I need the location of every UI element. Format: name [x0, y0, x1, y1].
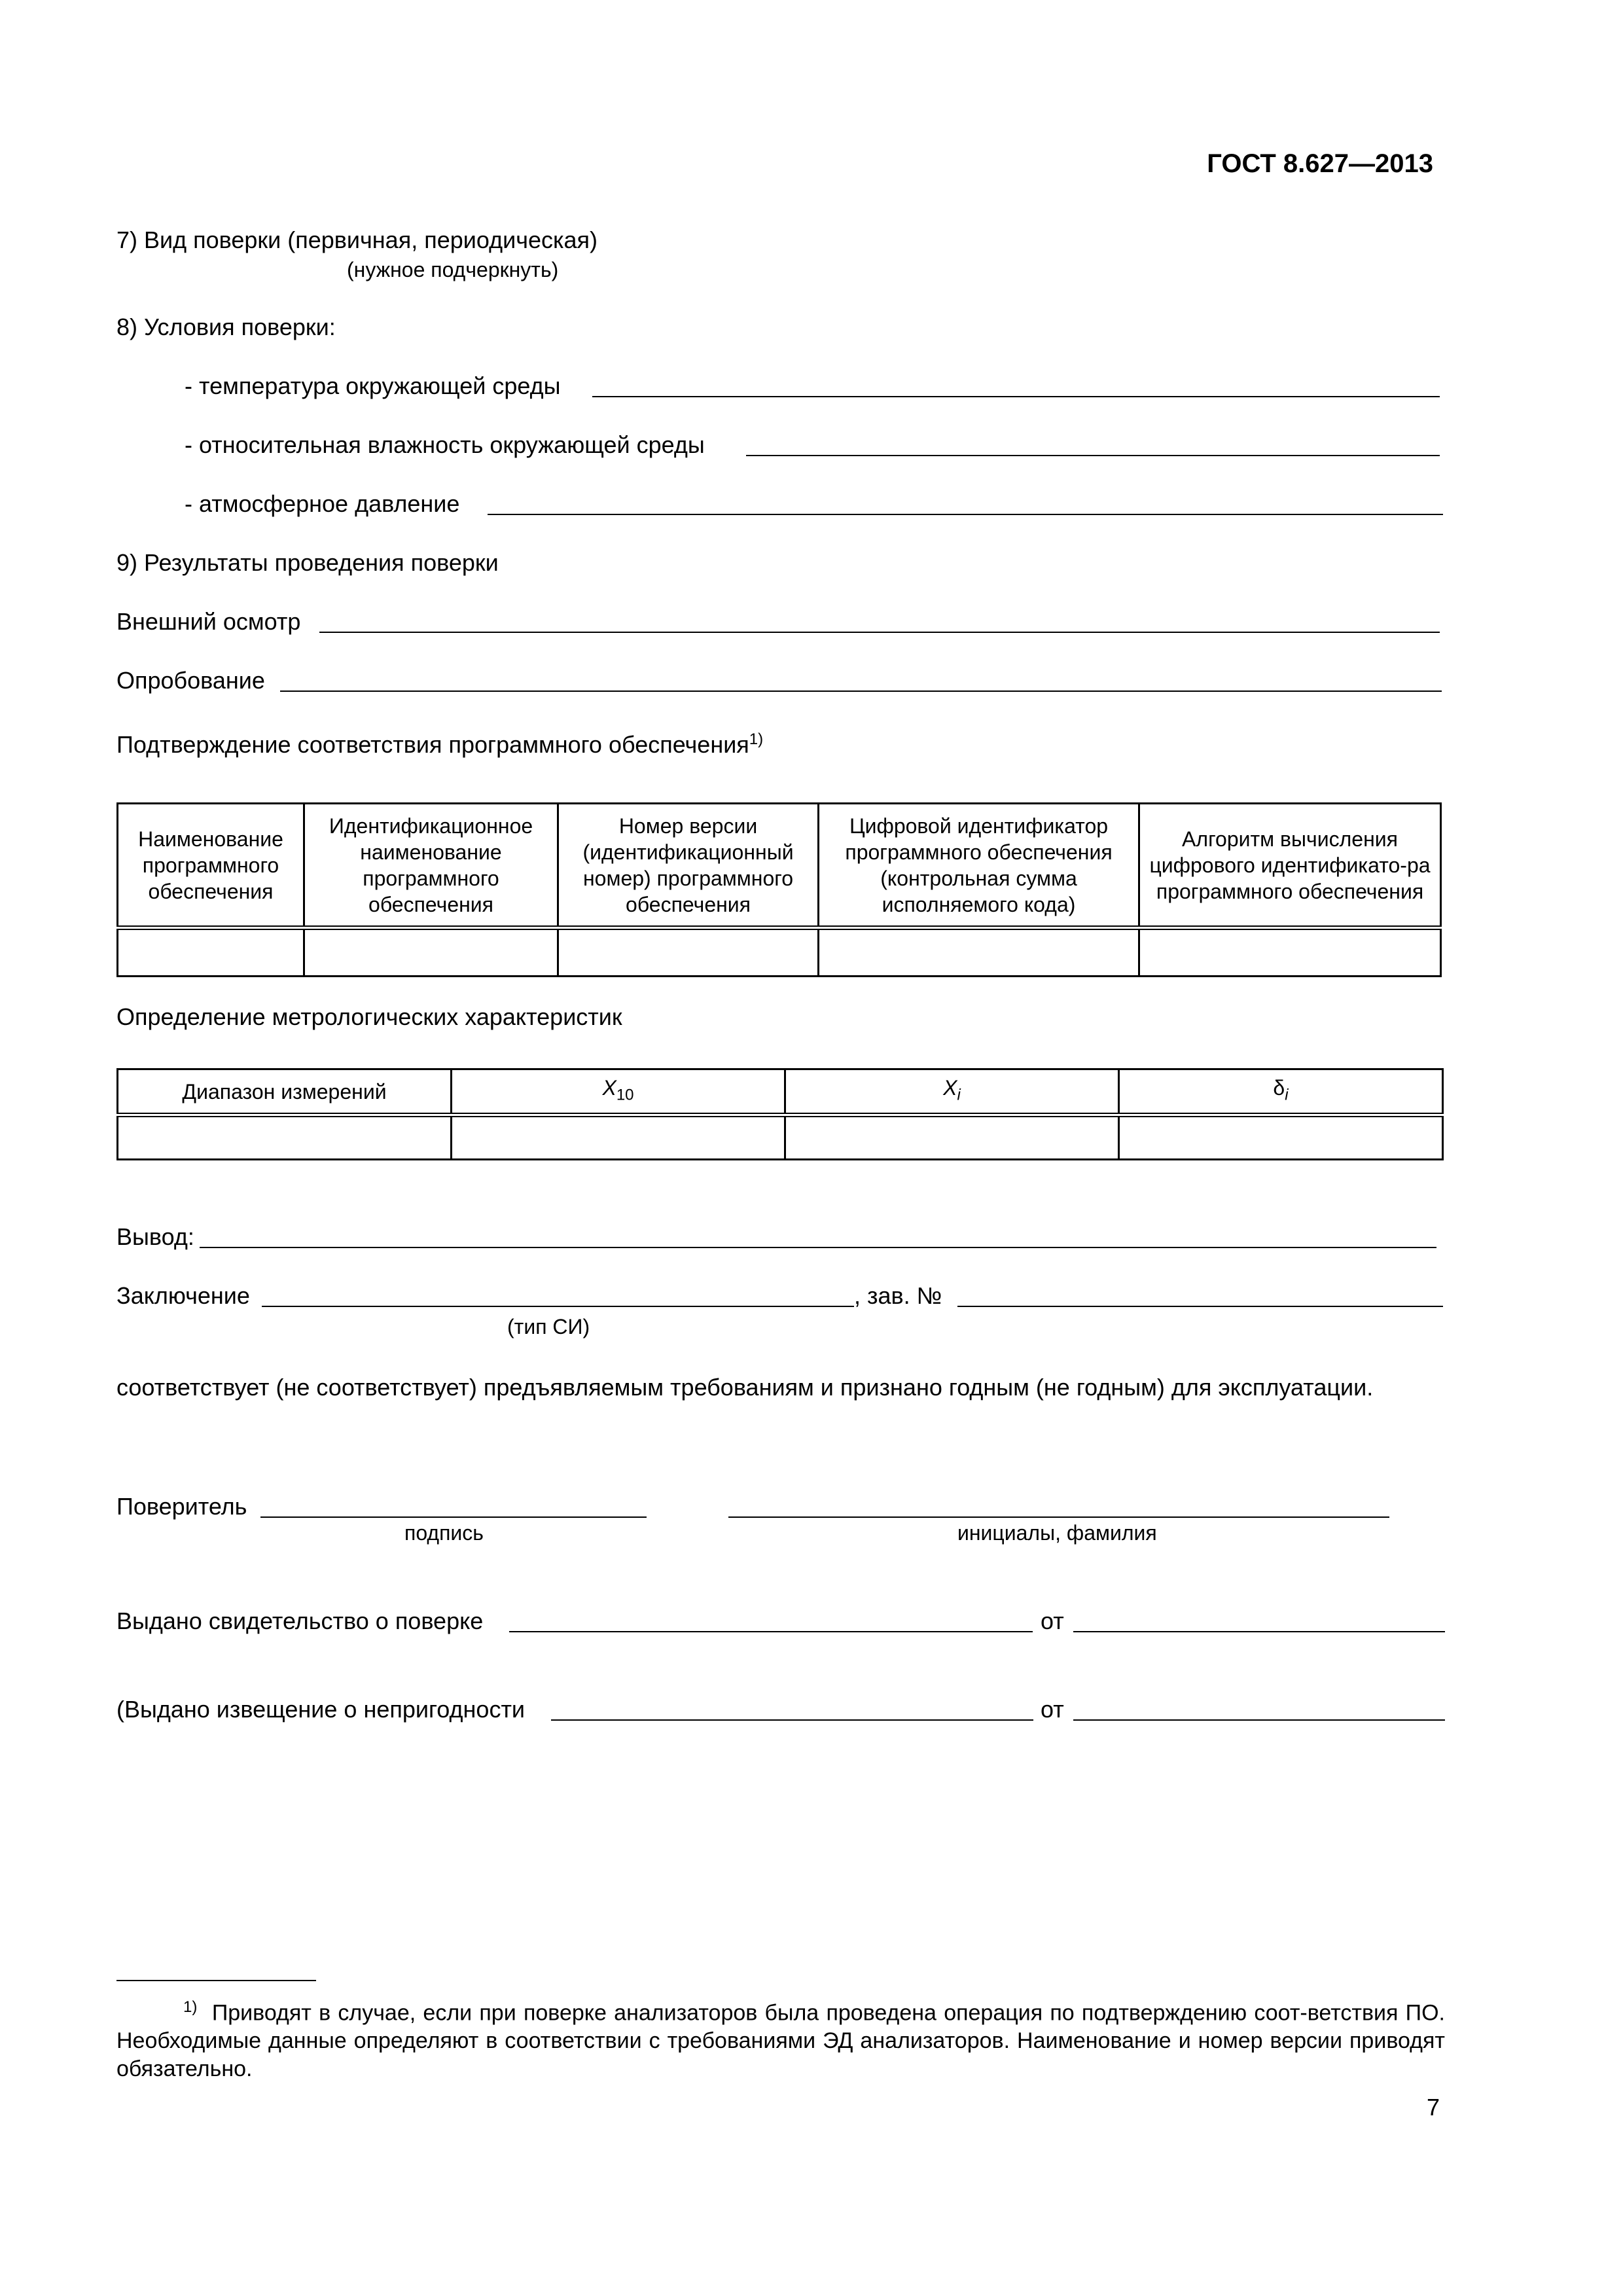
metrology-title: Определение метрологических характеристик: [116, 1003, 622, 1030]
metrology-cell[interactable]: [1119, 1115, 1443, 1160]
certificate-from-label: от: [1041, 1607, 1064, 1634]
temperature-field[interactable]: [592, 396, 1440, 397]
conditions-title: 8) Условия поверки:: [116, 314, 336, 340]
instrument-type-field[interactable]: [262, 1306, 854, 1307]
xi-symbol: X: [943, 1075, 957, 1100]
software-cell[interactable]: [558, 928, 819, 977]
certificate-label: Выдано свидетельство о поверке: [116, 1607, 484, 1634]
footnote-mark: 1): [749, 730, 764, 748]
conclusion-label: Заключение: [116, 1282, 250, 1309]
x10-symbol: X: [602, 1075, 616, 1100]
software-cell[interactable]: [1139, 928, 1441, 977]
notice-date-field[interactable]: [1073, 1719, 1445, 1721]
inspection-label: Внешний осмотр: [116, 608, 301, 635]
verification-type-label: 7) Вид поверки (первичная, периодическая): [116, 226, 598, 253]
results-title: 9) Результаты проведения поверки: [116, 549, 499, 576]
certificate-number-field[interactable]: [509, 1631, 1033, 1632]
conclusion-short-field[interactable]: [200, 1247, 1436, 1248]
name-note: инициалы, фамилия: [957, 1521, 1157, 1545]
certificate-date-field[interactable]: [1073, 1631, 1445, 1632]
testing-label: Опробование: [116, 667, 265, 694]
humidity-label: - относительная влажность окружающей среды: [185, 431, 705, 458]
software-col-header: Номер версии (идентификационный номер) программного обеспечения: [558, 804, 819, 928]
serial-field[interactable]: [957, 1306, 1443, 1307]
x10-header: [452, 1069, 785, 1115]
delta-symbol: δ: [1273, 1075, 1285, 1100]
notice-number-field[interactable]: [551, 1719, 1033, 1721]
signature-field[interactable]: [260, 1516, 647, 1518]
metrology-table: [116, 1068, 1444, 1160]
software-cell[interactable]: [304, 928, 558, 977]
xi-header: [785, 1069, 1119, 1115]
footnote: [116, 1993, 1445, 2083]
conformity-statement: соответствует (не соответствует) предъявляемым требованиям и признано годным (не годным) для эксплуатации.: [116, 1374, 1374, 1401]
metrology-cell[interactable]: [452, 1115, 785, 1160]
delta-header: [1119, 1069, 1443, 1115]
software-col-header: Алгоритм вычисления цифрового идентификато-ра программного обеспечения: [1139, 804, 1441, 928]
notice-label: (Выдано извещение о непригодности: [116, 1696, 526, 1723]
software-title: [116, 725, 763, 759]
software-table: [116, 802, 1442, 977]
footnote-text: Приводят в случае, если при поверке анализаторов была проведена операция по подтверждению соот-ветствия ПО. Необходимые данные определяют в соответствии с требованиями ЭД анализаторов. Наименование и номер версии приводят обязательно.: [116, 2000, 1445, 2082]
x10-subscript: 10: [616, 1086, 634, 1104]
footnote-mark: 1): [183, 1998, 198, 2016]
verification-type-note: (нужное подчеркнуть): [347, 258, 559, 281]
testing-field[interactable]: [280, 691, 1442, 692]
verifier-label: Поверитель: [116, 1493, 247, 1520]
signature-note: подпись: [404, 1521, 484, 1545]
page-number: 7: [1426, 2094, 1440, 2121]
software-title-text: Подтверждение соответствия программного обеспечения: [116, 731, 749, 758]
notice-from-label: от: [1041, 1696, 1064, 1723]
pressure-label: - атмосферное давление: [185, 490, 460, 517]
temperature-label: - температура окружающей среды: [185, 372, 561, 399]
metrology-cell[interactable]: [118, 1115, 452, 1160]
inspection-field[interactable]: [319, 632, 1440, 633]
pressure-field[interactable]: [488, 514, 1443, 515]
software-col-header: Цифровой идентификатор программного обеспечения (контрольная сумма исполняемого кода): [819, 804, 1139, 928]
conclusion-short-label: Вывод:: [116, 1223, 194, 1250]
software-col-header: Наименование программного обеспечения: [118, 804, 304, 928]
document-code: ГОСТ 8.627—2013: [1207, 149, 1433, 178]
name-field[interactable]: [728, 1516, 1389, 1518]
serial-label: , зав. №: [854, 1282, 942, 1309]
footnote-separator: [116, 1980, 316, 1981]
range-header: Диапазон измерений: [118, 1069, 452, 1115]
metrology-cell[interactable]: [785, 1115, 1119, 1160]
software-col-header: Идентификационное наименование программного обеспечения: [304, 804, 558, 928]
software-cell[interactable]: [118, 928, 304, 977]
delta-subscript: i: [1285, 1086, 1289, 1104]
software-cell[interactable]: [819, 928, 1139, 977]
instrument-type-note: (тип СИ): [507, 1315, 590, 1338]
xi-subscript: i: [957, 1086, 961, 1104]
humidity-field[interactable]: [746, 455, 1440, 456]
